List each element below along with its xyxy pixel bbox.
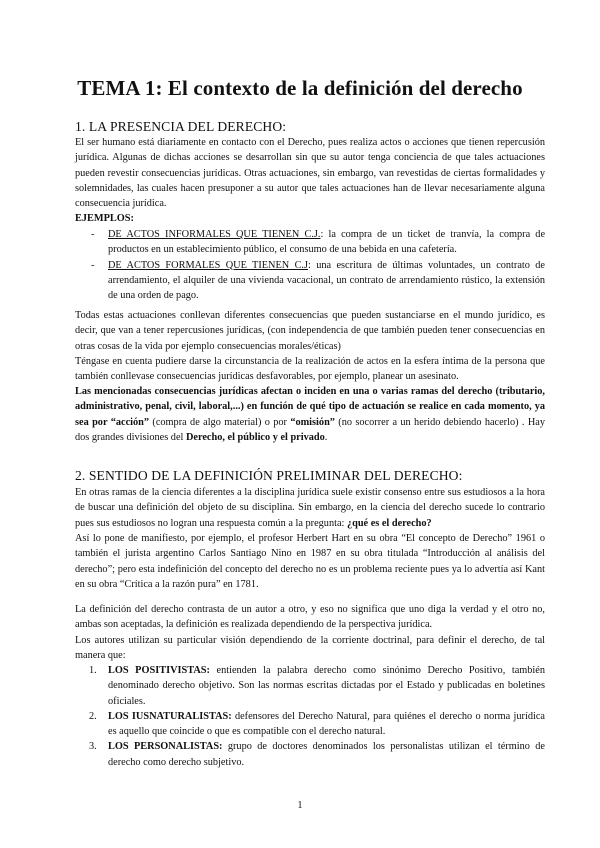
section-2-text: En otras ramas de la ciencia diferentes a la disciplina jurídica suele existir consenso entre sus estudiosos a la hora de buscar una definición del objeto de su disciplina. Sin embargo, en la ciencia del derecho sucede lo contrario pues sus estudiosos no logran una respuesta común a la pregunta: [75, 487, 545, 529]
sentence-end: . [324, 431, 328, 443]
list-item [75, 709, 545, 740]
section-1-paragraph-3: Téngase en cuenta pudiere darse la circunstancia de la realización de actos en la esfera íntima de la persona que también conllevase consecuencias jurídicas desfavorables, por ejemplo, planear un asesinato. [75, 356, 545, 383]
list-number: 3. [89, 741, 97, 753]
examples-list [75, 227, 545, 303]
dash-bullet: - [91, 259, 95, 271]
school-description: defensores del Derecho Natural, para quiénes el derecho o norma jurídica es aquello que coincide o que es compatible con el derecho natural. [108, 710, 545, 738]
consequences-bold-text: Las mencionadas consecuencias jurídicas afectan o inciden en una o varias ramas del derecho (tributario, administrativo, penal, civil, laboral,...) en función de qué tipo de actuación se realice en cada momento, ya sea por “acción” [75, 386, 545, 428]
school-description: grupo de doctores denominados los personalistas utilizan el término de derecho como derecho subjetivo. [108, 741, 545, 768]
law-divisions: Derecho, el público y el privado [185, 431, 325, 443]
school-name: LOS POSITIVISTAS: [108, 665, 210, 676]
section-2-heading: 2. SENTIDO DE LA DEFINICIÓN PRELIMINAR DEL DERECHO: [75, 468, 463, 483]
list-number: 2. [89, 710, 97, 722]
section-1-intro: El ser humano está diariamente en contacto con el Derecho, pues realiza actos o acciones que tienen repercusión jurídica. Algunas de dichas acciones se desarrollan sin que su autor tenga conciencia de que tales actuaciones pueden revestir consecuencias jurídicas. Otras actuaciones, sin embargo, van revestidas de ciertas formalidades y solemnidades, las cuales hacen presuponer a su autor que tales actuaciones han de llevar necesariamente alguna consecuencia jurídica. [75, 137, 545, 210]
dash-bullet: - [91, 229, 95, 240]
example-label: DE ACTOS INFORMALES QUE TIENEN C.J. [108, 229, 321, 240]
omission-term: “omisión” [290, 416, 335, 428]
page-title: TEMA 1: El contexto de la definición del derecho [77, 76, 523, 100]
list-item [75, 227, 545, 258]
list-item [75, 258, 545, 304]
page-number: 1 [297, 800, 303, 811]
section-1-paragraph-4 [75, 384, 545, 445]
examples-label: EJEMPLOS: [75, 213, 134, 224]
example-text: : una escritura de últimas voluntades, un contrato de arrendamiento, el alquiler de una vivienda vacacional, un contrato de arrendamiento rústico, la extensión de una orden de pago. [108, 259, 546, 302]
section-1-paragraph-2: Todas estas actuaciones conllevan diferentes consecuencias que pueden sustanciarse en el mundo jurídico, es decir, que van a tener repercusiones jurídicas, (con independencia de que también pueden tener consecuencias en otras cosas de la vida por ejemplo consecuencias morales/éticas) [75, 310, 545, 352]
consequences-text-2: (no socorrer a un herido debiendo hacerlo) . Hay dos grandes divisiones del [75, 416, 545, 443]
key-question: ¿qué es el derecho? [346, 517, 432, 529]
schools-list [75, 663, 545, 770]
list-item [75, 663, 545, 709]
consequences-text: (compra de algo material) o por [149, 416, 291, 428]
example-label: DE ACTOS FORMALES QUE TIENEN C.J [108, 259, 309, 271]
section-2-paragraph-2: Así lo pone de manifiesto, por ejemplo, el profesor Herbert Hart en su obra “El concepto de Derecho” 1961 o también el jurista argentino Carlos Santiago Nino en 1987 en su obra titulada “Introducción al análisis del derecho”; pero esta indefinición del concepto del derecho no es un problema reciente pues ya lo advertía así Kant en su obra “Crítica a la razón pura” en 1781. [75, 533, 545, 590]
section-2-paragraph-4: Los autores utilizan su particular visión dependiendo de la corriente doctrinal, para definir el derecho, de tal manera que: [75, 635, 545, 662]
school-name: LOS IUSNATURALISTAS: [108, 710, 232, 722]
list-number: 1. [89, 665, 97, 676]
example-text: : la compra de un ticket de tranvía, la compra de productos en un establecimiento público, el consumo de una bebida en una cafetería. [108, 229, 546, 256]
section-2-paragraph-3: La definición del derecho contrasta de un autor a otro, y eso no significa que uno diga la verdad y el otro no, ambas son aceptadas, la definición es realizada dependiendo de la perspectiva jurídica. [75, 604, 545, 631]
list-item [75, 739, 545, 770]
section-2-paragraph-1 [75, 485, 545, 531]
school-name: LOS PERSONALISTAS: [108, 741, 223, 753]
section-1-heading: 1. LA PRESENCIA DEL DERECHO: [75, 119, 287, 134]
school-description: entienden la palabra derecho como sinónimo Derecho Positivo, también denominado derecho objetivo. Son las normas escritas dictadas por el Estado y publicadas en boletines oficiales. [108, 665, 546, 707]
